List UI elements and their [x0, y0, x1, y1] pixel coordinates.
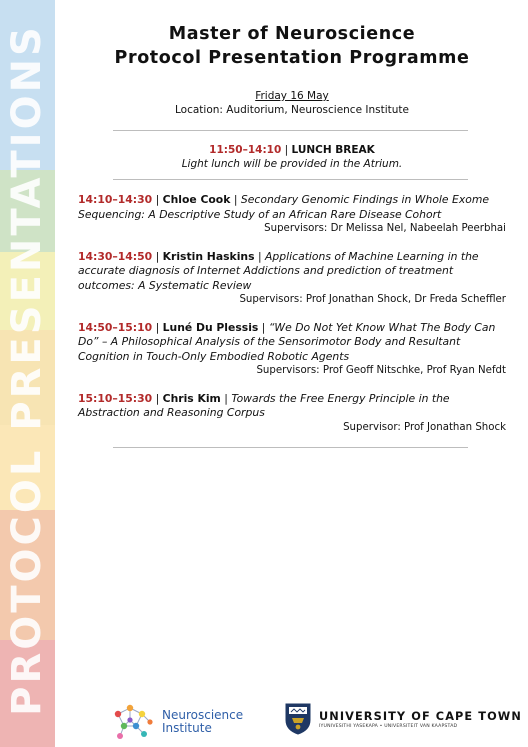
- presentation-title: “We Do Not Yet Know What The Body Can Do” – A Philosophical Analysis of the Sensorimotor Body and Resultant Cognition in Touch-Only Embodied Robotic Agents: [78, 320, 496, 363]
- uct-name: UNIVERSITY OF CAPE TOWN: [319, 709, 522, 723]
- crest-icon: [285, 703, 311, 735]
- presenter-name: Chloe Cook: [162, 193, 231, 206]
- presentation-title: Secondary Genomic Findings in Whole Exome Sequencing: A Descriptive Study of an African Rare Disease Cohort: [78, 193, 489, 221]
- session-time: 14:10–14:30: [78, 193, 153, 206]
- session-time: 15:10–15:30: [78, 391, 153, 405]
- supervisors: Supervisor: Prof Jonathan Shock: [343, 421, 506, 433]
- neuroscience-institute-name: [162, 709, 243, 735]
- divider: [113, 179, 468, 180]
- session-time: 14:50–15:10: [78, 320, 153, 334]
- session-item: 14:10–14:30 | Chloe Cook | Secondary Genomic Findings in Whole Exome Sequencing: A Descriptive Study of an African Rare Disease Cohort Supervisors: Dr Melissa Nel, Nabeelah Peerbhai: [78, 193, 506, 237]
- presentation-title: Towards the Free Energy Principle in the Abstraction and Reasoning Corpus: [78, 391, 450, 419]
- neuroscience-institute-logo: [110, 700, 243, 744]
- supervisors: Supervisors: Dr Melissa Nel, Nabeelah Peerbhai: [264, 223, 506, 234]
- presentation-title: Applications of Machine Learning in the accurate diagnosis of Internet Addictions and prediction of treatment outcomes: A Systematic Review: [78, 249, 479, 292]
- lunch-note: Light lunch will be provided in the Atrium.: [181, 158, 403, 170]
- title-line-1: Master of Neuroscience: [168, 24, 416, 44]
- ni-line-1: Neuroscience: [162, 708, 244, 722]
- lunch-separator: |: [281, 144, 292, 156]
- presenter-name: Luné Du Plessis: [162, 320, 259, 334]
- divider: [113, 130, 468, 131]
- network-node-icon: [110, 700, 156, 744]
- ni-line-2: Institute: [162, 721, 212, 735]
- presenter-name: Kristin Haskins: [162, 249, 255, 263]
- side-banner: [0, 0, 55, 747]
- lunch-label: LUNCH BREAK: [291, 144, 375, 156]
- title-line-2: Protocol Presentation Programme: [114, 48, 470, 68]
- event-date: Friday 16 May: [255, 90, 329, 102]
- programme-content: [78, 0, 506, 448]
- uct-wordmark: [319, 710, 522, 729]
- lunch-time: 11:50–14:10: [209, 144, 282, 156]
- supervisors: Supervisors: Prof Geoff Nitschke, Prof Ryan Nefdt: [256, 365, 506, 376]
- side-banner-text: PROTOCOL PRESENTATIONS: [4, 24, 50, 716]
- uct-subtitle: IYUNIVESITHI YASEKAPA • UNIVERSITEIT VAN KAAPSTAD: [319, 723, 458, 729]
- page-title: [78, 22, 506, 70]
- session-time: 14:30–14:50: [78, 249, 153, 263]
- session-item: 15:10–15:30 | Chris Kim | Towards the Free Energy Principle in the Abstraction and Reasoning Corpus Supervisor: Prof Jonathan Shock: [78, 392, 506, 436]
- uct-logo: [285, 703, 522, 735]
- lunch-break: [78, 143, 506, 157]
- event-location: Location: Auditorium, Neuroscience Institute: [175, 104, 409, 116]
- session-item: 14:30–14:50 | Kristin Haskins | Applications of Machine Learning in the accurate diagnosis of Internet Addictions and prediction of treatment outcomes: A Systematic Review Supervisors: Prof Jonathan Shock, Dr Freda Scheffler: [78, 250, 506, 308]
- divider: [113, 447, 468, 448]
- supervisors: Supervisors: Prof Jonathan Shock, Dr Freda Scheffler: [239, 294, 506, 305]
- presenter-name: Chris Kim: [162, 391, 221, 405]
- session-item: 14:50–15:10 | Luné Du Plessis | “We Do Not Yet Know What The Body Can Do” – A Philosophical Analysis of the Sensorimotor Body and Resultant Cognition in Touch-Only Embodied Robotic Agents Supervisors: Prof Geoff Nitschke, Prof Ryan Nefdt: [78, 321, 506, 379]
